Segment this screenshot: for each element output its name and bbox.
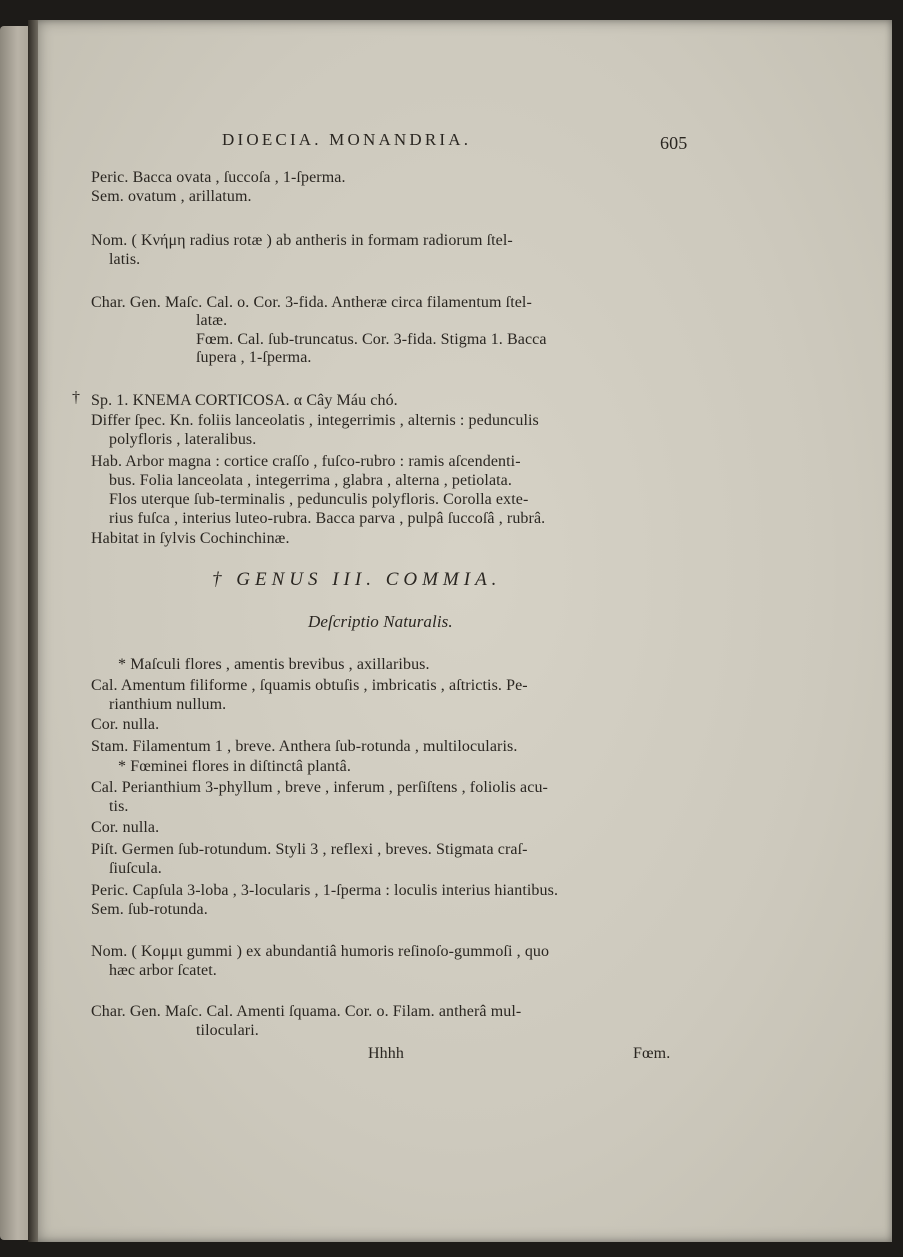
text-line: Flos uterque ſub-terminalis , pedunculis polyfloris. Corolla exte-	[109, 491, 529, 508]
text-line: Cal. Amentum filiforme , ſquamis obtuſis , imbricatis , aſtrictis. Pe-	[91, 677, 528, 694]
text-line: tis.	[109, 798, 129, 815]
text-line: Habitat in ſylvis Cochinchinæ.	[91, 530, 290, 547]
text-line: polyfloris , lateralibus.	[109, 431, 257, 448]
running-title: DIOECIA. MONANDRIA.	[222, 130, 472, 149]
catchword: Fœm.	[633, 1045, 671, 1062]
text-line: Fœm. Cal. ſub-truncatus. Cor. 3-fida. Stigma 1. Bacca	[196, 331, 547, 348]
genus-heading: † GENUS III. COMMIA.	[212, 569, 502, 590]
text-line: Stam. Filamentum 1 , breve. Anthera ſub-rotunda , multilocularis.	[91, 738, 518, 755]
text-line: Cor. nulla.	[91, 819, 160, 836]
text-line: Cal. Perianthium 3-phyllum , breve , inferum , perſiſtens , foliolis acu-	[91, 779, 548, 796]
text-line: Sem. ſub-rotunda.	[91, 901, 208, 918]
text-line: Cor. nulla.	[91, 716, 160, 733]
text-line: Sem. ovatum , arillatum.	[91, 188, 252, 205]
text-line: latis.	[109, 251, 141, 268]
text-line: Char. Gen. Maſc. Cal. o. Cor. 3-fida. Antheræ circa filamentum ſtel-	[91, 294, 532, 311]
text-line: Hab. Arbor magna : cortice craſſo , fuſco-rubro : ramis aſcendenti-	[91, 453, 521, 470]
text-line: Peric. Bacca ovata , ſuccoſa , 1-ſperma.	[91, 169, 346, 186]
text-line: * Fœminei flores in diſtinctâ plantâ.	[118, 758, 351, 775]
text-line: Differ ſpec. Kn. foliis lanceolatis , integerrimis , alternis : pedunculis	[91, 412, 539, 429]
dagger-mark: †	[72, 389, 80, 406]
text-line: Char. Gen. Maſc. Cal. Amenti ſquama. Cor. o. Filam. antherâ mul-	[91, 1003, 522, 1020]
text-line: rius fuſca , interius luteo-rubra. Bacca parva , pulpâ ſuccoſâ , rubrâ.	[109, 510, 546, 527]
text-line: bus. Folia lanceolata , integerrima , glabra , alterna , petiolata.	[109, 472, 512, 489]
signature-mark: Hhhh	[368, 1045, 404, 1062]
text-line: Piſt. Germen ſub-rotundum. Styli 3 , reflexi , breves. Stigmata craſ-	[91, 841, 528, 858]
text-line: Sp. 1. KNEMA CORTICOSA. α Cây Máu chó.	[91, 392, 398, 409]
text-line: * Maſculi flores , amentis brevibus , axillaribus.	[118, 656, 430, 673]
text-line: Nom. ( Κομμι gummi ) ex abundantiâ humoris reſinoſo-gummoſi , quo	[91, 943, 550, 960]
text-line: rianthium nullum.	[109, 696, 227, 713]
gutter-shadow	[28, 20, 38, 1242]
text-line: ſupera , 1-ſperma.	[196, 349, 312, 366]
text-line: Peric. Capſula 3-loba , 3-locularis , 1-ſperma : loculis interius hiantibus.	[91, 882, 559, 899]
text-line: hæc arbor ſcatet.	[109, 962, 217, 979]
page-number: 605	[660, 133, 688, 153]
text-line: latæ.	[196, 312, 228, 329]
description-heading: Deſcriptio Naturalis.	[308, 612, 453, 631]
text-line: ſiuſcula.	[109, 860, 162, 877]
text-line: Nom. ( Κνήμη radius rotæ ) ab antheris in formam radiorum ſtel-	[91, 232, 513, 249]
text-line: tiloculari.	[196, 1022, 259, 1039]
